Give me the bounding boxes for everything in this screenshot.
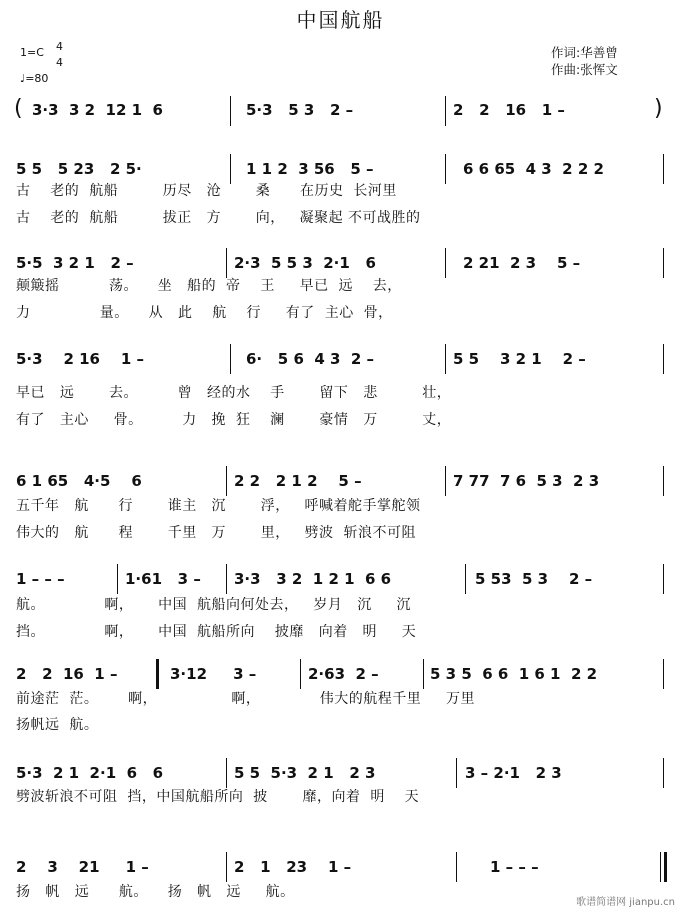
row7-bar-1: 5·3 2 1 2·1 6 6: [16, 764, 164, 782]
barline: [445, 466, 446, 496]
row3-lyric-2: 有了 主心 骨。 力 挽 狂 澜 豪情 万 丈，: [16, 412, 452, 428]
row1-lyric-2: 古 老的 航船 拔正 方 向， 凝聚起 不可战胜的: [16, 210, 421, 226]
tempo-marking: ♩=80: [20, 72, 49, 85]
row1-bar-2: 1 1 2 3 56 5 –: [246, 160, 374, 178]
song-title: 中国航船: [296, 8, 385, 32]
time-signature-bottom: 4: [56, 56, 63, 69]
barline: [230, 96, 231, 126]
credits: [551, 44, 618, 78]
barline: [456, 758, 457, 788]
barline: [663, 248, 664, 278]
row4-lyric-2: 伟大的 航 程 千里 万 里， 劈波 斩浪不可阻: [16, 525, 416, 541]
row7-bar-2: 5 5 5·3 2 1 2 3: [234, 764, 376, 782]
row7-lyric-1: 劈波斩浪不可阻 挡，中国航船所向 披 靡，向着 明 天: [16, 789, 420, 805]
barline: [456, 852, 457, 882]
row1-bar-1: 5 5 5 23 2 5·: [16, 160, 142, 178]
row8-lyric-1: 扬 帆 远 航。 扬 帆 远 航。: [16, 884, 295, 900]
barline: [300, 659, 301, 689]
barline: [663, 466, 664, 496]
row8-bar-3: 1 – – –: [490, 858, 539, 876]
row5-lyric-2: 挡。 啊， 中国 航船所向 披靡 向着 明 天: [16, 624, 417, 640]
barline: [663, 154, 664, 184]
barline: [663, 659, 664, 689]
barline: [117, 564, 118, 594]
barline: [445, 248, 446, 278]
lyricist: 作词:华善曾: [551, 45, 618, 60]
row6-bar-4: 5 3 5 6 6 1 6 1 2 2: [430, 665, 598, 683]
row2-bar-3: 2 21 2 3 5 –: [463, 254, 581, 272]
row6-lyric-2: 扬帆远 航。: [16, 717, 99, 733]
row5-bar-2: 1·61 3 –: [125, 570, 201, 588]
barline: [423, 659, 424, 689]
row2-bar-2: 2·3 5 5 3 2·1 6: [234, 254, 376, 272]
row5-bar-3: 3·3 3 2 1 2 1 6 6: [234, 570, 392, 588]
intro-bar-2: 5·3 5 3 2 –: [246, 101, 354, 119]
barline: [445, 154, 446, 184]
row5-bar-4: 5 53 5 3 2 –: [475, 570, 593, 588]
row3-bar-1: 5·3 2 16 1 –: [16, 350, 145, 368]
row5-bar-1: 1 – – –: [16, 570, 65, 588]
barline: [663, 344, 664, 374]
key-signature: 1=C: [20, 46, 44, 59]
row1-lyric-1: 古 老的 航船 历尽 沧 桑 在历史 长河里: [16, 183, 397, 199]
row6-lyric-1: 前途茫 茫。 啊， 啊， 伟大的航程千里 万里: [16, 691, 476, 707]
final-barline-thin: [660, 852, 661, 882]
row3-bar-2: 6· 5 6 4 3 2 –: [246, 350, 375, 368]
barline: [465, 564, 466, 594]
row4-bar-2: 2 2 2 1 2 5 –: [234, 472, 362, 490]
barline: [230, 154, 231, 184]
intro-bar-1: 3·3 3 2 12 1 6: [32, 101, 163, 119]
barline: [445, 96, 446, 126]
barline: [226, 758, 227, 788]
barline: [445, 344, 446, 374]
composer: 作曲:张恽文: [551, 62, 618, 77]
row1-bar-3: 6 6 65 4 3 2 2 2: [463, 160, 604, 178]
row4-lyric-1: 五千年 航 行 谁主 沉 浮， 呼喊着舵手掌舵领: [16, 498, 421, 514]
intro-close-paren: ): [654, 96, 663, 121]
row2-lyric-2: 力 量。 从 此 航 行 有了 主心 骨，: [16, 305, 393, 321]
repeat-barline: [156, 659, 159, 689]
barline: [226, 564, 227, 594]
row4-bar-3: 7 77 7 6 5 3 2 3: [453, 472, 600, 490]
barline: [663, 758, 664, 788]
row8-bar-2: 2 1 23 1 –: [234, 858, 352, 876]
row2-bar-1: 5·5 3 2 1 2 –: [16, 254, 134, 272]
final-barline-thick: [664, 852, 667, 882]
intro-open-paren: (: [14, 96, 23, 121]
time-signature-top: 4: [56, 40, 63, 53]
row3-bar-3: 5 5 3 2 1 2 –: [453, 350, 586, 368]
row6-bar-1: 2 2 16 1 –: [16, 665, 118, 683]
intro-bar-3: 2 2 16 1 –: [453, 101, 565, 119]
barline: [226, 466, 227, 496]
row7-bar-3: 3 – 2·1 2 3: [465, 764, 562, 782]
barline: [663, 564, 664, 594]
barline: [226, 248, 227, 278]
row6-bar-3: 2·63 2 –: [308, 665, 379, 683]
watermark: 歌谱简谱网 jianpu.cn: [576, 897, 675, 908]
barline: [226, 852, 227, 882]
barline: [230, 344, 231, 374]
row8-bar-1: 2 3 21 1 –: [16, 858, 149, 876]
row2-lyric-1: 颠簸摇 荡。 坐 船的 帝 王 早已 远 去，: [16, 278, 402, 294]
row3-lyric-1: 早已 远 去。 曾 经的水 手 留下 悲 壮，: [16, 385, 452, 401]
row6-bar-2: 3·12 3 –: [170, 665, 257, 683]
row5-lyric-1: 航。 啊， 中国 航船向何处去， 岁月 沉 沉: [16, 597, 412, 613]
row4-bar-1: 6 1 65 4·5 6: [16, 472, 142, 490]
